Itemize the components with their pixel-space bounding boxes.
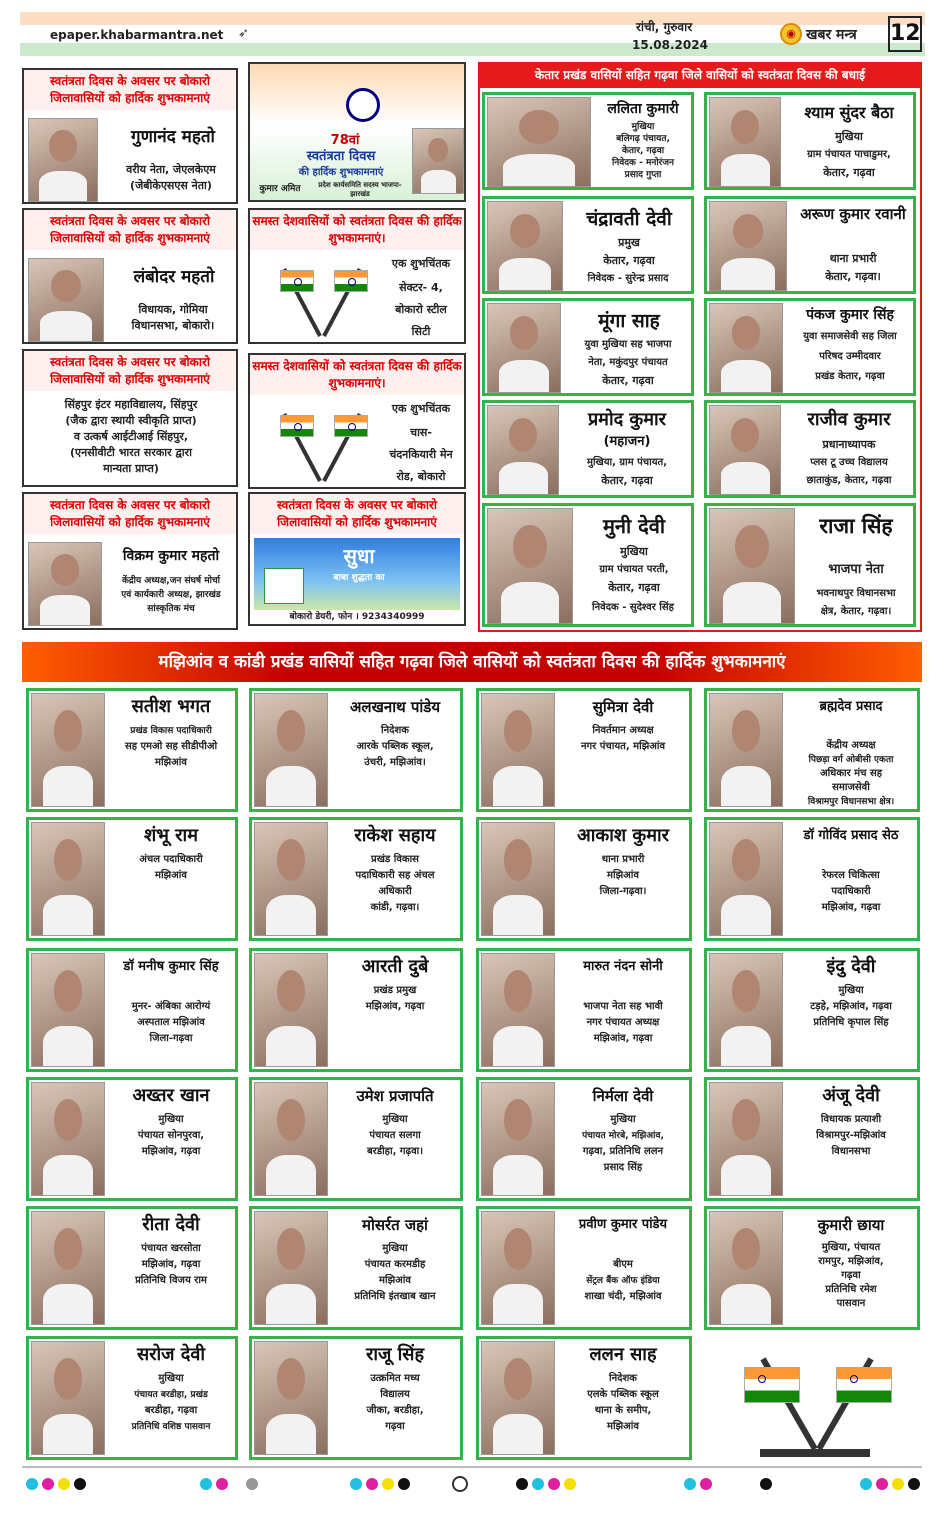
person-desc-2: विद्यालय [380, 1389, 410, 1400]
wisher-line-1: एक शुभचिंतक [391, 257, 451, 270]
person-name: मोसर्रत जहां [362, 1216, 428, 1234]
logo-text: खबर मन्त्र [806, 26, 857, 43]
person-photo [709, 953, 783, 1067]
person-desc-2: पिछड़ा वर्ग ओबीसी एकता [808, 755, 894, 765]
person-photo [412, 128, 464, 194]
person-photo [31, 1341, 105, 1455]
person-desc-3: उंचरी, मझिआंव। [364, 757, 426, 768]
person-name: सतीश भगत [131, 696, 211, 717]
person-photo [481, 953, 555, 1067]
person-photo [481, 1082, 555, 1196]
person-desc-2: आरके पब्लिक स्कूल, [356, 741, 434, 752]
person-name: मारुत नंदन सोनी [583, 959, 663, 974]
person-desc-2: मझिआंव [607, 870, 639, 881]
crosshair-icon [452, 1476, 468, 1492]
person-photo [481, 822, 555, 936]
ketar-card [482, 503, 694, 627]
person-desc-1: बीएम [613, 1259, 633, 1270]
person-desc-3: थाना के समीप, [594, 1405, 652, 1416]
person-photo [31, 693, 105, 807]
ad-heading: समस्त देशवासियों को स्वतंत्रता दिवस की हार्दिक शुभकामनाएं। [250, 210, 464, 250]
ketar-card [704, 503, 916, 627]
person-desc-1: प्रमुख [618, 236, 640, 249]
person-name: शंभू राम [144, 825, 198, 846]
wisher-line-4: रोड, बोकारो [396, 470, 446, 483]
person-desc-3: मझिआंव [379, 1275, 411, 1286]
person-desc-2: पंचायत सलगा [369, 1130, 421, 1141]
person-desc-1: थाना प्रभारी [601, 854, 645, 865]
ad-heading: स्वतंत्रता दिवस के अवसर पर बोकारो जिलावासियों को हार्दिक शुभकामनाएं [24, 494, 236, 534]
person-desc-2: पंचायत सोनपुरवा, [137, 1130, 205, 1141]
greeting-card [26, 1336, 238, 1460]
person-desc-3: मझिआंव, गढ़वा [593, 1033, 653, 1044]
person-name: सरोज देवी [136, 1344, 206, 1365]
person-desc-1: केंद्रीय अध्यक्ष [826, 740, 876, 751]
person-desc-3: केतार, गढ़वा [608, 581, 660, 594]
person-photo [481, 1341, 555, 1455]
person-photo [254, 1211, 328, 1325]
person-desc-1: मुखिया [158, 1114, 184, 1125]
person-photo [487, 508, 573, 624]
institute-line-2: (जैक द्वारा स्थायी स्वीकृति प्राप्त) [65, 414, 197, 427]
person-name: मूंगा साह [598, 310, 660, 332]
masthead-logo [780, 20, 880, 48]
person-photo [709, 303, 783, 393]
person-name: रीता देवी [142, 1214, 200, 1235]
person-desc-1: निदेशक [609, 1373, 637, 1384]
crossed-flags-icon [272, 405, 372, 485]
greeting-card [26, 1206, 238, 1330]
person-desc-1: उत्क्रमित मध्य [370, 1373, 420, 1384]
person-name: डॉ गोविंद प्रसाद सेठ [803, 828, 899, 843]
person-desc-4: गढ़वा [385, 1421, 405, 1432]
person-desc-1: थाना प्रभारी [829, 252, 877, 265]
sudha-footer: बोकारो डेयरी, फोन । 9234340999 [289, 612, 425, 622]
institute-line-4: (एनसीवीटी भारत सरकार द्वारा [70, 446, 192, 459]
wisher-line-1: एक शुभचिंतक [391, 402, 451, 415]
ad-heading: स्वतंत्रता दिवस के अवसर पर बोकारो जिलावासियों को हार्दिक शुभकामनाएं [250, 494, 464, 534]
person-desc-2: मझिआंव, गढ़वा [365, 1001, 425, 1012]
person-desc-2: पदाधिकारी [831, 886, 871, 897]
registration-marks [20, 1474, 925, 1492]
person-desc-3: जिला-गढ़वा [149, 1033, 193, 1044]
crossed-flags-icon [272, 260, 372, 340]
person-desc-1: विधायक प्रत्याशी [820, 1114, 882, 1125]
wisher-line-2: चास- [410, 426, 432, 439]
person-photo [709, 822, 783, 936]
ketar-card [482, 196, 694, 294]
person-photo [28, 542, 102, 626]
person-name: राकेश सहाय [354, 825, 436, 846]
wisher-line-3: चंदनकियारी मेन [389, 448, 453, 461]
person-desc-2: भवनाथपुर विधानसभा [816, 588, 896, 599]
site-url[interactable]: epaper.khabarmantra.net [50, 28, 224, 42]
person-photo [31, 822, 105, 936]
greeting-card [249, 688, 463, 812]
person-photo [709, 1082, 783, 1196]
person-desc-2: सेंट्रल बैंक ऑफ इंडिया [586, 1276, 660, 1286]
person-photo [709, 508, 795, 624]
person-photo [254, 1341, 328, 1455]
crossed-flags-icon [740, 1345, 890, 1460]
person-name: इंदु देवी [826, 956, 876, 977]
person-photo [481, 1211, 555, 1325]
ad-left-2 [22, 208, 238, 344]
person-desc-1: प्रधानाध्यापक [822, 438, 876, 451]
person-photo [254, 1082, 328, 1196]
person-desc-5: प्रसाद गुप्ता [624, 170, 662, 180]
person-desc-1: मुखिया [620, 545, 648, 558]
person-name: मुनी देवी [602, 514, 666, 538]
greeting-card [26, 688, 238, 812]
greeting-card [249, 1206, 463, 1330]
person-photo [31, 953, 105, 1067]
person-desc-3: जीका, बरडीहा, [366, 1405, 424, 1416]
sudha-brand: सुधा [343, 544, 375, 568]
person-name: राजू सिंह [365, 1344, 425, 1365]
person-desc-4: प्रतिनिधि वशिष्ठ पासवान [131, 1422, 211, 1432]
person-desc-1: प्रखंड विकास पदाधिकारी [130, 726, 212, 736]
person-photo [709, 693, 783, 807]
person-desc-4: कांडी, गढ़वा। [370, 902, 420, 913]
ad-mid-4 [248, 492, 466, 626]
person-photo [28, 258, 104, 342]
person-photo [709, 201, 787, 291]
page-divider [22, 1466, 922, 1468]
person-desc-2: केतार, गढ़वा [603, 254, 655, 267]
person-desc-1: रेफरल चिकित्सा [822, 870, 880, 881]
person-name: कुमार अमित [259, 184, 301, 194]
greeting-card [249, 1077, 463, 1201]
person-desc-1: केंद्रीय अध्यक्ष,जन संघर्ष मोर्चा [121, 576, 221, 586]
person-desc-2: मझिआंव, गढ़वा [141, 1259, 201, 1270]
institute-line-3: व उत्कर्ष आईटीआई सिंहपुर, [73, 430, 189, 443]
person-photo [709, 1211, 783, 1325]
person-desc-1: प्रखंड विकास [371, 854, 419, 865]
person-photo [487, 405, 559, 495]
person-desc-1: वरीय नेता, जेएलकेएम [126, 163, 216, 176]
greeting-card [26, 817, 238, 941]
person-desc-2: नगर पंचायत, मझिआंव [580, 741, 666, 752]
person-desc-1: निदेशक [381, 725, 409, 736]
person-name: अरूण कुमार रवानी [800, 205, 906, 223]
person-desc-3: केतार, गढ़वा [602, 374, 654, 387]
ketar-card [704, 92, 916, 190]
greeting-card [249, 1336, 463, 1460]
person-name: अख्तर खान [132, 1085, 210, 1106]
person-desc-3: गढ़वा [841, 1270, 861, 1281]
person-desc-2: मझिआंव [155, 870, 187, 881]
ketar-card [482, 298, 694, 396]
person-desc: प्रदेश कार्यसमिति सदस्य भाजपा-झारखंड [318, 181, 402, 198]
greeting-card [704, 1077, 920, 1201]
greeting-card [476, 817, 692, 941]
person-desc-2: अस्पताल मझिआंव [137, 1017, 205, 1028]
anniversary-title: 78वां [330, 133, 360, 148]
sun-logo-icon: ◉ [780, 23, 802, 45]
institute-line-5: मान्यता प्राप्त) [103, 462, 159, 475]
person-desc-4: प्रतिनिधि रमेश [825, 1284, 877, 1295]
person-desc-1: प्रखंड प्रमुख [373, 985, 417, 996]
ad-heading: समस्त देशवासियों को स्वतंत्रता दिवस की हार्दिक शुभकामनाएं। [250, 355, 464, 395]
person-name-alt: (महाजन) [603, 434, 651, 449]
person-name: श्याम सुंदर बैठा [804, 103, 894, 122]
person-desc-3: सांस्कृतिक मंच [147, 604, 195, 614]
ketar-card [482, 400, 694, 498]
anniversary-sub: स्वतंत्रता दिवस [306, 149, 376, 164]
greeting-card [476, 688, 692, 812]
person-desc-3: विधानसभा [831, 1146, 871, 1157]
person-photo [709, 405, 781, 495]
person-desc-3: अधिकार मंच सह [819, 768, 883, 779]
person-desc-3: निवेदक - सुरेन्द्र प्रसाद [587, 273, 669, 284]
person-desc-2: विधानसभा, बोकारो। [131, 319, 215, 332]
person-name: गुणानंद महतो [131, 127, 215, 147]
person-desc-1: भाजपा नेता [828, 562, 884, 577]
person-desc-2: (जेबीकेएसएस नेता) [130, 179, 212, 192]
greeting-card [476, 948, 692, 1072]
person-photo [254, 953, 328, 1067]
person-photo [487, 201, 563, 291]
person-name: लंबोदर महतो [133, 267, 215, 287]
wisher-line-2: सेक्टर- 4, [399, 281, 443, 294]
person-name: ललन साह [589, 1344, 657, 1365]
person-name: राजीव कुमार [807, 409, 891, 430]
wisher-line-3: बोकारो स्टील [395, 303, 447, 316]
person-desc-2: प्लस टू उच्च विद्यालय [810, 457, 888, 468]
person-desc-1: मुखिया [382, 1243, 408, 1254]
person-desc-2: बलिगढ़ पंचायत, [616, 134, 670, 144]
greeting-card [704, 1206, 920, 1330]
person-name: उमेश प्रजापति [356, 1087, 434, 1105]
person-desc-1: मुखिया [835, 130, 863, 143]
person-desc-3: जिला-गढ़वा। [599, 886, 647, 897]
person-name: प्रवीण कुमार पांडेय [578, 1217, 668, 1232]
person-name: चंद्रावती देवी [586, 208, 672, 230]
person-desc-4: निवेदक - मनोरंजन [611, 158, 675, 168]
person-desc-3: गढ़वा, प्रतिनिधि ललन [582, 1146, 664, 1157]
ad-heading: स्वतंत्रता दिवस के अवसर पर बोकारो जिलावासियों को हार्दिक शुभकामनाएं [24, 210, 236, 250]
person-desc-3: केतार, गढ़वा [823, 166, 875, 179]
greeting-card [476, 1206, 692, 1330]
person-desc-2: विश्रामपुर-मझिआंव [816, 1130, 886, 1141]
ad-mid-2 [248, 208, 466, 344]
greeting-card [476, 1336, 692, 1460]
ketar-section-title: केतार प्रखंड वासियों सहित गढ़वा जिले वासियों को स्वतंत्रता दिवस की बधाई [480, 62, 920, 88]
person-desc-4: मझिआंव [607, 1421, 639, 1432]
person-desc-3: क्षेत्र, केतार, गढ़वा। [820, 606, 892, 617]
person-desc-1: मुखिया [382, 1114, 408, 1125]
ad-mid-1 [248, 62, 466, 202]
person-name: ललिता कुमारी [607, 101, 679, 117]
person-photo [709, 97, 781, 187]
person-photo [31, 1211, 105, 1325]
person-desc-2: केतार, गढ़वा [601, 474, 653, 487]
person-name: सुमित्रा देवी [592, 698, 654, 716]
greeting-card [704, 688, 920, 812]
person-desc-3: अधिकारी [378, 886, 412, 897]
person-photo [254, 822, 328, 936]
person-desc-1: मुखिया [158, 1373, 184, 1384]
person-desc-1: मुखिया [838, 985, 864, 996]
person-desc-1: निवर्तमान अध्यक्ष [592, 725, 654, 736]
page-header [20, 12, 925, 56]
person-desc-2: केतार, गढ़वा। [825, 270, 881, 283]
person-desc-4: प्रसाद सिंह [603, 1162, 643, 1173]
person-name: निर्मला देवी [592, 1087, 654, 1105]
person-name: अलखनाथ पांडेय [349, 698, 441, 716]
person-desc-1: युवा मुखिया सह भाजपा [584, 339, 672, 350]
greeting-card [26, 948, 238, 1072]
greeting-card [249, 817, 463, 941]
person-desc-3: शाखा चंदी, मझिआंव [584, 1291, 662, 1302]
person-desc-1: विधायक, गोमिया [138, 303, 208, 316]
person-desc-3: मझिआंव, गढ़वा [141, 1146, 201, 1157]
anniversary-sub-2: की हार्दिक शुभकामनाएं [298, 167, 384, 178]
person-desc-1: मुनर- अंबिका आरोग्यं [131, 1001, 211, 1012]
person-desc-2: परिषद उम्मीदवार [819, 351, 881, 362]
person-desc-2: सह एमओ सह सीडीपीओ [124, 741, 218, 752]
ketar-card [704, 400, 916, 498]
person-desc-1: मुखिया, ग्राम पंचायत, [586, 457, 668, 468]
ad-heading: स्वतंत्रता दिवस के अवसर पर बोकारो जिलावासियों को हार्दिक शुभकामनाएं [24, 70, 236, 110]
ad-heading: स्वतंत्रता दिवस के अवसर पर बोकारो जिलावासियों को हार्दिक शुभकामनाएं [24, 351, 236, 391]
person-desc-1: युवा समाजसेवी सह जिला [803, 331, 897, 342]
chakra-icon [346, 88, 380, 122]
person-name: ब्रह्मदेव प्रसाद [819, 699, 883, 714]
person-desc-3: प्रतिनिधि विजय राम [135, 1275, 207, 1286]
person-desc-3: मझिआंव, गढ़वा [821, 902, 881, 913]
person-name: प्रमोद कुमार [587, 409, 667, 430]
person-name: पंकज कुमार सिंह [806, 307, 894, 323]
person-desc-2: ग्राम पंचायत परती, [599, 564, 669, 575]
greeting-card [704, 948, 920, 1072]
person-name: राजा सिंह [819, 514, 893, 538]
person-desc-2: ग्राम पंचायत पाचाडुमर, [807, 149, 891, 160]
institute-line-1: सिंहपुर इंटर महाविद्यालय, सिंहपुर [64, 398, 198, 411]
person-desc-5: विश्रामपुर विधानसभा क्षेत्र। [807, 797, 895, 807]
person-name: कुमारी छाया [817, 1216, 885, 1234]
person-desc-3: प्रखंड केतार, गढ़वा [815, 371, 885, 382]
ad-left-4 [22, 492, 238, 630]
person-name: अंजू देवी [822, 1085, 880, 1106]
ketar-card [704, 298, 916, 396]
ad-left-3 [22, 349, 238, 487]
person-name: विक्रम कुमार महतो [122, 548, 220, 564]
person-desc-1: अंचल पदाधिकारी [139, 854, 203, 865]
person-desc-2: रामपुर, मझिआंव, [818, 1256, 884, 1267]
person-desc-1: पंचायत खरसोता [141, 1243, 201, 1254]
person-name: डॉ मनीष कुमार सिंह [123, 959, 219, 974]
ketar-card [704, 196, 916, 294]
person-desc-2: टड़हे, मझिआंव, गढ़वा [810, 1001, 892, 1012]
person-desc-5: पासवान [836, 1298, 866, 1309]
person-desc-2: पंचायत करमडीह [364, 1259, 426, 1270]
person-desc-4: समाजसेवी [832, 782, 870, 793]
greeting-card [26, 1077, 238, 1201]
person-desc-1: मुखिया [610, 1114, 636, 1125]
person-desc-3: प्रतिनिधि कृपाल सिंह [813, 1017, 889, 1028]
person-desc-2: पदाधिकारी सह अंचल [355, 870, 435, 881]
person-photo [31, 1082, 105, 1196]
person-desc-2: नगर पंचायत अध्यक्ष [586, 1017, 660, 1028]
person-photo [481, 693, 555, 807]
greeting-card [249, 948, 463, 1072]
majhiaon-banner: मझिआंव व कांडी प्रखंड वासियों सहित गढ़वा जिले वासियों को स्वतंत्रता दिवस की हार्दिक शुभकामनाएं [22, 642, 922, 682]
person-desc-4: निवेदक - सुदेश्वर सिंह [592, 602, 674, 613]
city-day: रांची, गुरुवार [636, 20, 693, 34]
ad-left-1 [22, 68, 238, 204]
ketar-card [482, 92, 694, 190]
ad-mid-3 [248, 353, 466, 489]
person-photo [487, 303, 561, 393]
person-desc-2: पंचायत बरडीहा, प्रखंड [134, 1390, 208, 1400]
person-desc-3: बरडीहा, गढ़वा। [366, 1146, 424, 1157]
wisher-line-4: सिटी [411, 325, 431, 338]
person-photo [28, 118, 98, 202]
person-desc-3: मझिआंव [155, 757, 187, 768]
person-desc-2: एवं कार्यकारी अध्यक्ष, झारखंड [121, 590, 221, 600]
issue-date: 15.08.2024 [632, 38, 708, 52]
person-desc-1: मुखिया [631, 122, 655, 132]
person-desc-2: एलके पब्लिक स्कूल [587, 1389, 659, 1400]
sudha-tagline: बाबा शुद्धता का [333, 573, 385, 583]
person-desc-3: केतार, गढ़वा [621, 146, 665, 156]
person-desc-2: पंचायत मोरबे, मझिआंव, [582, 1131, 664, 1141]
person-photo [487, 97, 591, 187]
person-desc-2: नेता, मकुंदपुर पंचायत [588, 357, 668, 368]
greeting-card [476, 1077, 692, 1201]
person-name: आरती दुबे [361, 956, 429, 977]
person-desc-4: प्रतिनिधि इंतखाब खान [354, 1291, 436, 1302]
greeting-card [704, 817, 920, 941]
sudha-ad [254, 538, 460, 610]
cursor-icon: ➶ [238, 26, 249, 41]
milk-pack-icon [264, 568, 304, 604]
page-number: 12 [888, 16, 922, 52]
person-desc-3: बरडीहा, गढ़वा [144, 1405, 198, 1416]
person-name: आकाश कुमार [576, 825, 669, 846]
person-desc-1: भाजपा नेता सह भावी [583, 1001, 663, 1012]
person-desc-1: मुखिया, पंचायत [821, 1242, 881, 1253]
person-photo [254, 693, 328, 807]
person-desc-3: छाताकुंड, केतार, गढ़वा [806, 475, 892, 486]
